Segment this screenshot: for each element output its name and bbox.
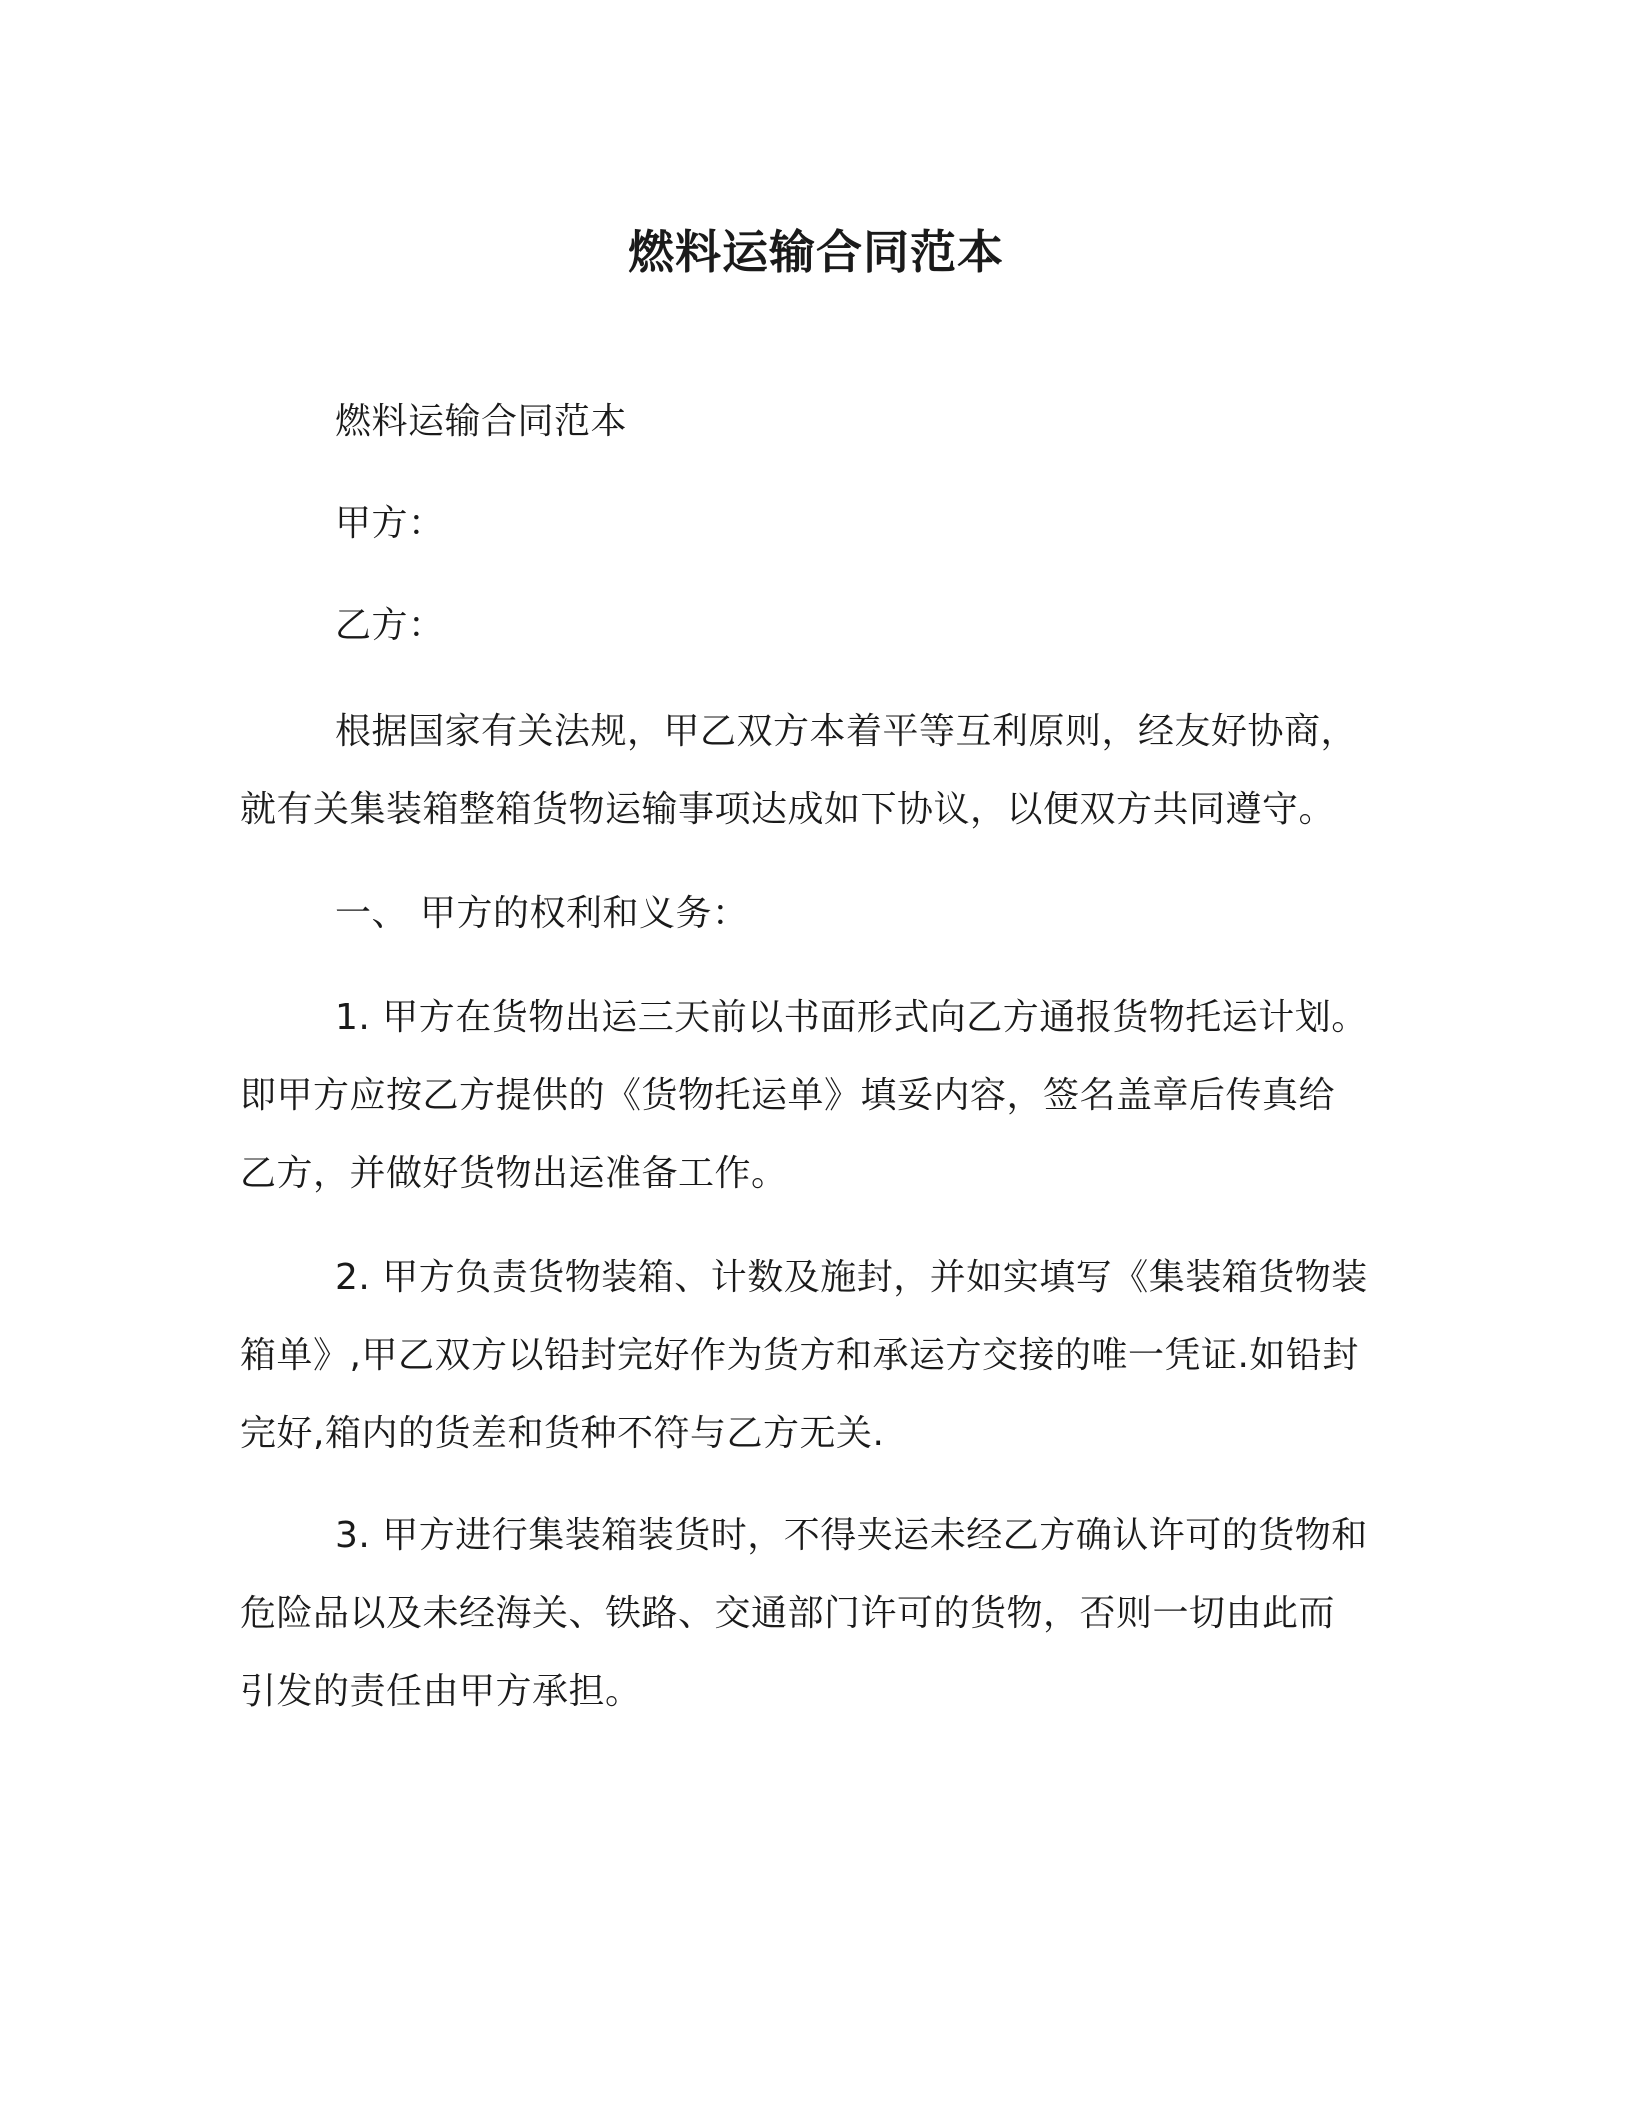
party-a-label: 甲方：	[335, 503, 445, 544]
clause-line: 1. 甲方在货物出运三天前以书面形式向乙方通报货物托运计划。	[335, 997, 1368, 1038]
clause-line: 引发的责任由甲方承担。	[240, 1671, 642, 1712]
clause-line: 3. 甲方进行集装箱装货时，不得夹运未经乙方确认许可的货物和	[335, 1515, 1368, 1556]
clause-line: 完好,箱内的货差和货种不符与乙方无关.	[240, 1413, 885, 1454]
clause-line: 乙方，并做好货物出运准备工作。	[240, 1153, 788, 1194]
section-heading: 一、 甲方的权利和义务：	[335, 893, 749, 934]
clause-line: 2. 甲方负责货物装箱、计数及施封，并如实填写《集装箱货物装	[335, 1257, 1368, 1298]
intro-line: 根据国家有关法规，甲乙双方本着平等互利原则，经友好协商，	[335, 711, 1358, 752]
document-title: 燃料运输合同范本	[628, 225, 1004, 279]
clause-line: 即甲方应按乙方提供的《货物托运单》填妥内容，签名盖章后传真给	[240, 1075, 1336, 1116]
intro-line: 就有关集装箱整箱货物运输事项达成如下协议，以便双方共同遵守。	[240, 789, 1336, 830]
document-subtitle: 燃料运输合同范本	[335, 401, 628, 442]
clause-line: 危险品以及未经海关、铁路、交通部门许可的货物，否则一切由此而	[240, 1593, 1336, 1634]
party-b-label: 乙方：	[335, 605, 445, 646]
clause-line: 箱单》,甲乙双方以铅封完好作为货方和承运方交接的唯一凭证.如铅封	[240, 1335, 1359, 1376]
